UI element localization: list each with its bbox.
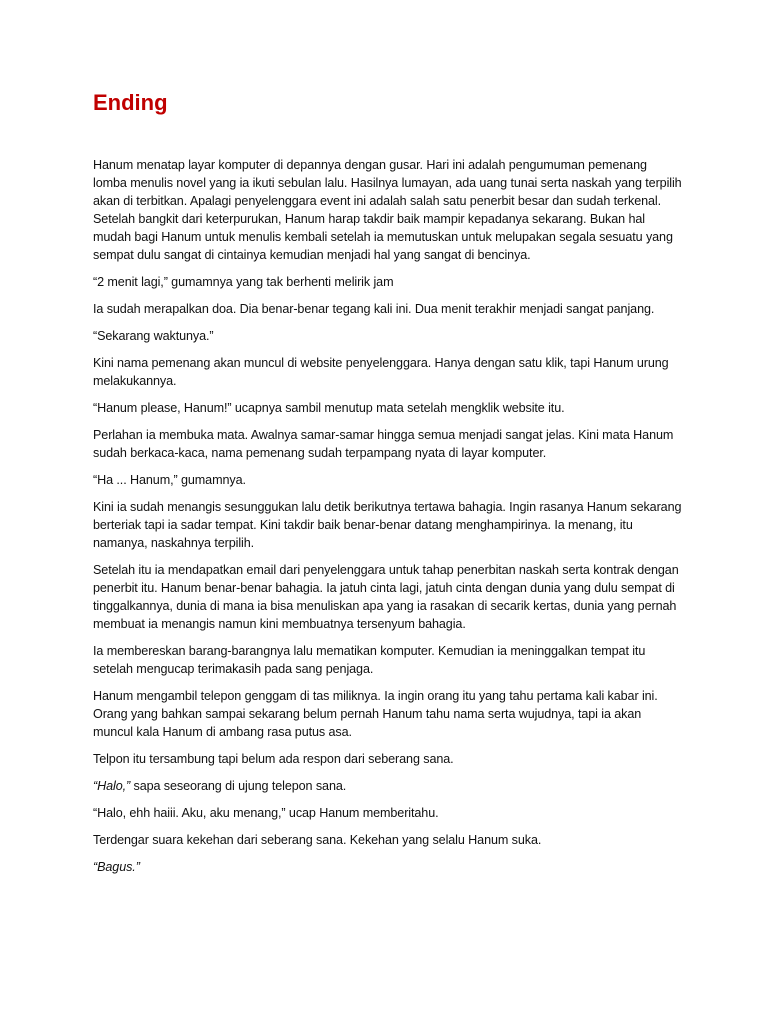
paragraph-15: Terdengar suara kekehan dari seberang sana. Kekehan yang selalu Hanum suka. xyxy=(93,833,542,847)
paragraph-final: “Bagus.” xyxy=(93,860,140,874)
paragraph-6: “Hanum please, Hanum!” ucapnya sambil menutup mata setelah mengklik website itu. xyxy=(93,401,565,415)
paragraph-9: Kini ia sudah menangis sesunggukan lalu detik berikutnya tertawa bahagia. Ingin rasanya Hanum sekarang berteriak tapi ia sadar tempat. Kini takdir baik benar-benar datang menghampirinya. Ia menang, itu namanya, naskahnya terpilih. xyxy=(93,500,682,550)
paragraph-4: “Sekarang waktunya.” xyxy=(93,329,214,343)
halo-italic-text: “Halo,” xyxy=(93,779,131,793)
paragraph-7: Perlahan ia membuka mata. Awalnya samar-samar hingga semua menjadi sangat jelas. Kini mata Hanum sudah berkaca-kaca, nama pemenang sudah terpampang nyata di layar komputer. xyxy=(93,428,674,460)
paragraph-5: Kini nama pemenang akan muncul di website penyelenggara. Hanya dengan satu klik, tapi Hanum urung melakukannya. xyxy=(93,356,669,388)
paragraph-10: Setelah itu ia mendapatkan email dari penyelenggara untuk tahap penerbitan naskah serta kontrak dengan penerbit itu. Hanum benar-benar bahagia. Ia jatuh cinta lagi, jatuh cinta dengan dunia yang dulu sempat di tinggalkannya, dunia di mana ia bisa menuliskan apa yang ia rasakan di secarik kertas, dunia yang pernah membuat ia menangis namun kini membuatnya tersenyum bahagia. xyxy=(93,563,679,631)
paragraph-1: Hanum menatap layar komputer di depannya dengan gusar. Hari ini adalah pengumuman pemenang lomba menulis novel yang ia ikuti sebulan lalu. Hasilnya lumayan, ada uang tunai serta naskah yang terpilih akan di terbitkan. Apalagi penyelenggara event ini adalah salah satu penerbit besar dan sudah terkenal. Setelah bangkit dari keterpurukan, Hanum harap takdir baik mampir kepadanya sekarang. Bukan hal mudah bagi Hanum untuk menulis kembali setelah ia memutuskan untuk melupakan segala sesuatu yang sempat dulu sangat di cintainya kemudian menjadi hal yang sangat di bencinya. xyxy=(93,158,682,262)
halo-rest-text: sapa seseorang di ujung telepon sana. xyxy=(130,779,347,793)
paragraph-halo xyxy=(93,777,683,795)
paragraph-8: “Ha ... Hanum,” gumamnya. xyxy=(93,473,246,487)
document-page xyxy=(93,88,683,885)
paragraph-13: Telpon itu tersambung tapi belum ada respon dari seberang sana. xyxy=(93,752,454,766)
paragraph-3: Ia sudah merapalkan doa. Dia benar-benar tegang kali ini. Dua menit terakhir menjadi sangat panjang. xyxy=(93,302,655,316)
paragraph-2: “2 menit lagi,” gumamnya yang tak berhenti melirik jam xyxy=(93,275,394,289)
paragraph-14: “Halo, ehh haiii. Aku, aku menang,” ucap Hanum memberitahu. xyxy=(93,806,439,820)
document-title: Ending xyxy=(93,90,168,115)
paragraph-12: Hanum mengambil telepon genggam di tas miliknya. Ia ingin orang itu yang tahu pertama kali kabar ini. Orang yang bahkan sampai sekarang belum pernah Hanum tahu nama serta wujudnya, tapi ia akan muncul kala Hanum di ambang rasa putus asa. xyxy=(93,689,658,739)
paragraph-11: Ia membereskan barang-barangnya lalu mematikan komputer. Kemudian ia meninggalkan tempat itu setelah mengucap terimakasih pada sang penjaga. xyxy=(93,644,646,676)
